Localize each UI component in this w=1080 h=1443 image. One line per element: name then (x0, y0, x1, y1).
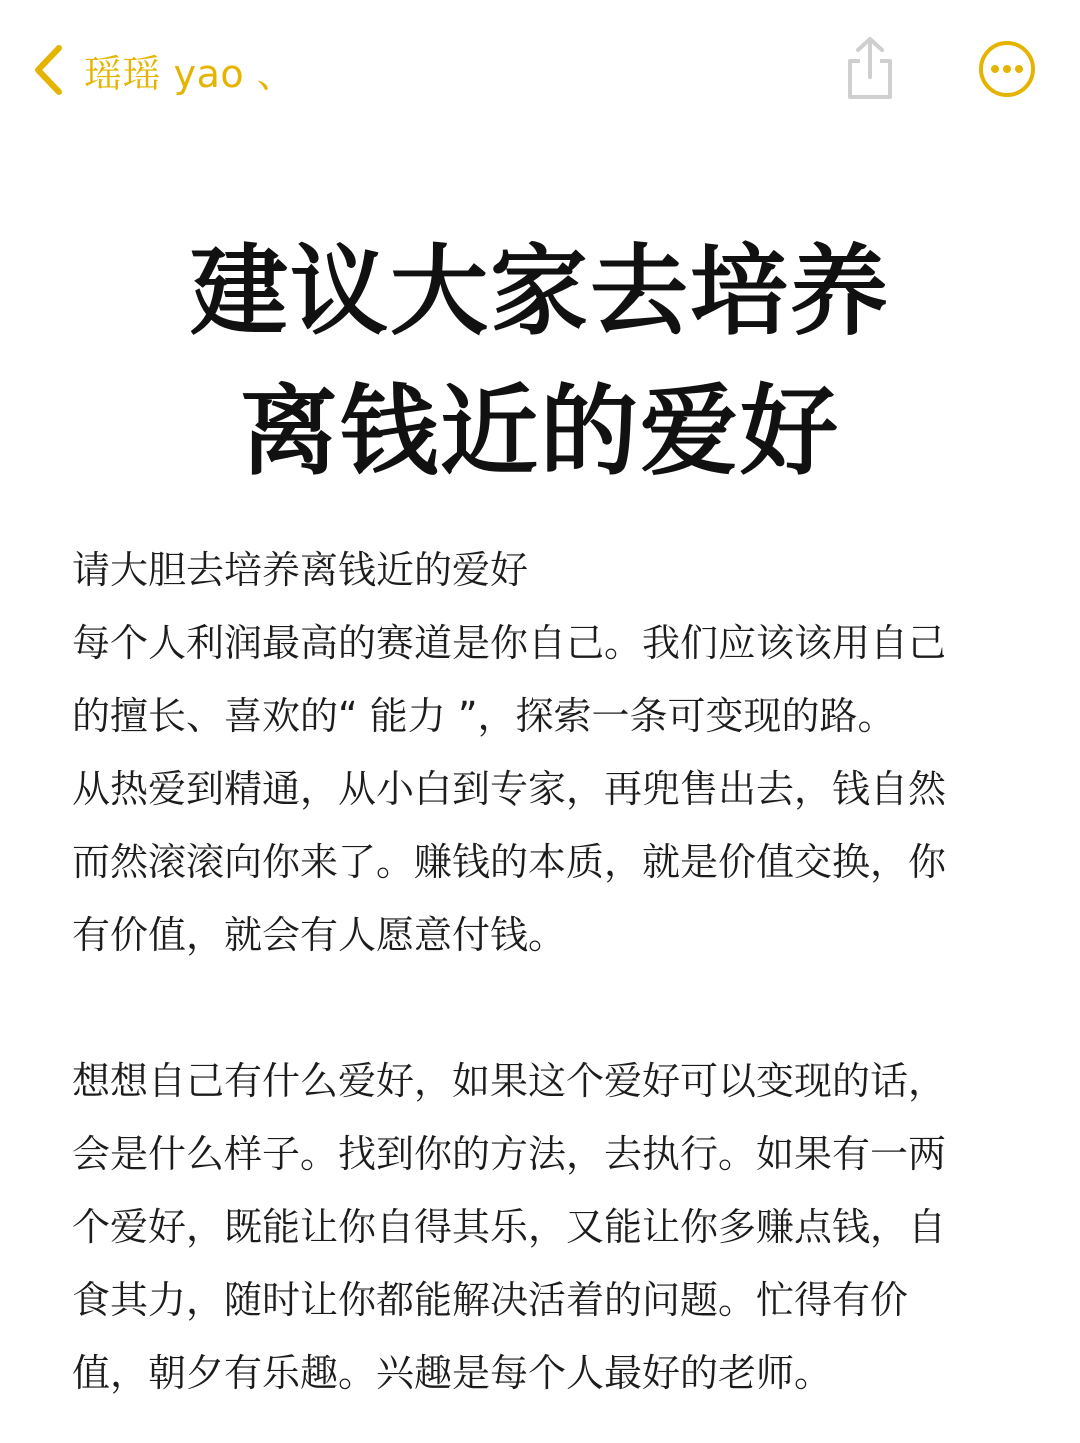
body-line: 从热爱到精通，从小白到专家，再兜售出去，钱自然 (72, 767, 947, 811)
body-line: 每个人利润最高的赛道是你自己。我们应该该用自己 (72, 621, 947, 665)
body-line: 的擅长、喜欢的“ 能力 ”，探索一条可变现的路。 (72, 694, 896, 738)
body-line: 有价值，就会有人愿意付钱。 (72, 913, 567, 957)
top-nav-bar (0, 0, 1080, 140)
more-icon (978, 40, 1036, 102)
back-button[interactable] (28, 38, 295, 102)
more-options-button[interactable] (978, 42, 1036, 100)
title-line-2: 离钱近的爱好 (239, 375, 840, 489)
body-line: 请大胆去培养离钱近的爱好 (72, 548, 529, 592)
body-line: 而然滚滚向你来了。赚钱的本质，就是价值交换，你 (72, 840, 947, 884)
paragraph-2 (72, 1045, 1012, 1410)
share-button[interactable] (838, 34, 902, 106)
title-line-1: 建议大家去培养 (189, 235, 890, 349)
body-line: 食其力，随时让你都能解决活着的问题。忙得有价 (72, 1278, 909, 1322)
body-line: 值，朝夕有乐趣。兴趣是每个人最好的老师。 (72, 1351, 833, 1395)
note-body (72, 534, 1012, 1410)
share-icon (842, 35, 898, 105)
body-line: 想想自己有什么爱好，如果这个爱好可以变现的话， (72, 1059, 947, 1103)
paragraph-1 (72, 534, 1012, 972)
note-title (0, 222, 1080, 502)
body-line: 会是什么样子。找到你的方法，去执行。如果有一两 (72, 1132, 947, 1176)
body-line: 个爱好，既能让你自得其乐，又能让你多赚点钱，自 (72, 1205, 947, 1249)
chevron-left-icon (28, 38, 68, 102)
paragraph-spacer (72, 972, 1012, 1045)
author-name: 瑶瑶 yao 、 (84, 51, 296, 96)
